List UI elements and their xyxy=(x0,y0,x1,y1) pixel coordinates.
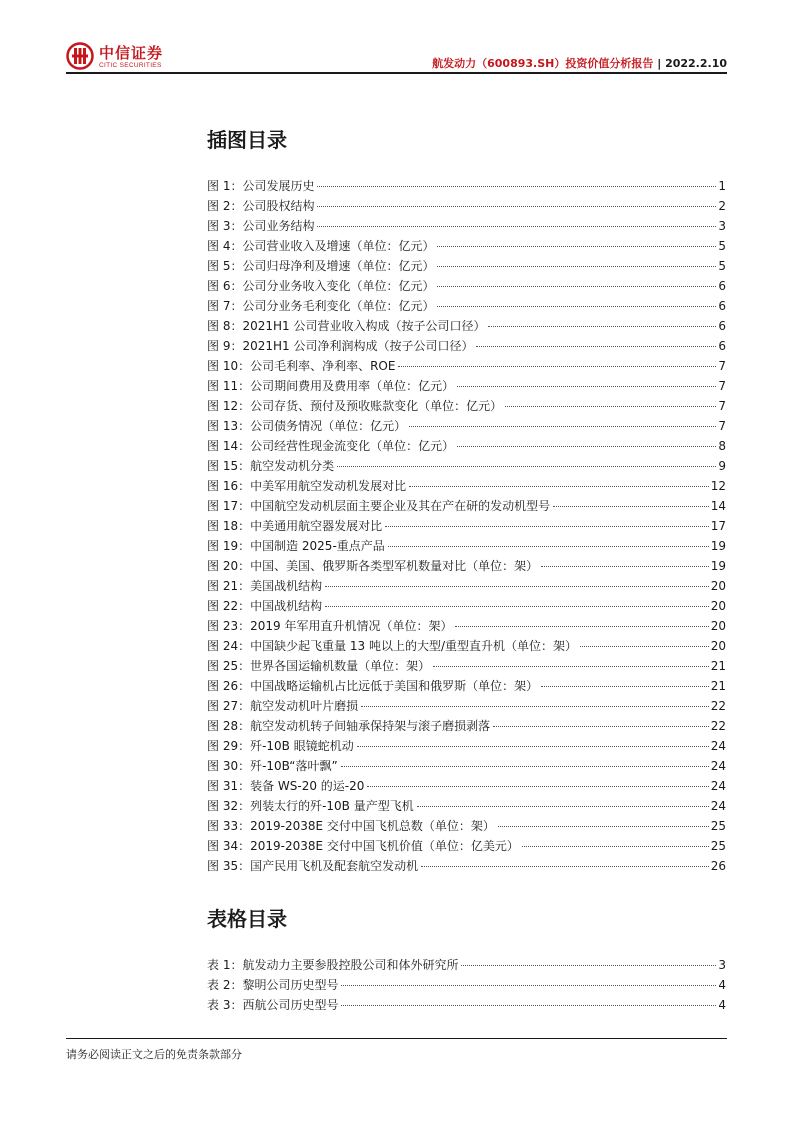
toc-entry[interactable] xyxy=(207,856,726,876)
toc-entry-page: 1 xyxy=(718,179,726,193)
toc-entry-label: 图 27：航空发动机叶片磨损 xyxy=(207,699,359,713)
toc-entry[interactable] xyxy=(207,816,726,836)
toc-entry-label: 图 12：公司存货、预付及预收账款变化（单位：亿元） xyxy=(207,399,503,413)
toc-entry-page: 6 xyxy=(718,279,726,293)
toc-entry[interactable] xyxy=(207,416,726,436)
toc-entry-page: 22 xyxy=(710,699,726,713)
toc-entry[interactable] xyxy=(207,256,726,276)
toc-entry[interactable] xyxy=(207,636,726,656)
toc-dot-leader xyxy=(580,646,709,647)
toc-entry[interactable] xyxy=(207,836,726,856)
toc-dot-leader xyxy=(433,666,709,667)
toc-entry[interactable] xyxy=(207,356,726,376)
report-title: 航发动力（600893.SH）投资价值分析报告 xyxy=(432,57,654,70)
toc-entry-label: 图 9：2021H1 公司净利润构成（按子公司口径） xyxy=(207,339,474,353)
toc-dot-leader xyxy=(461,965,716,966)
toc-entry-page: 21 xyxy=(710,659,726,673)
toc-dot-leader xyxy=(341,985,716,986)
toc-entry[interactable] xyxy=(207,536,726,556)
toc-entry-page: 25 xyxy=(710,819,726,833)
toc-dot-leader xyxy=(522,846,709,847)
toc-entry[interactable] xyxy=(207,236,726,256)
toc-dot-leader xyxy=(437,266,716,267)
toc-entry[interactable] xyxy=(207,476,726,496)
toc-entry-label: 图 35：国产民用飞机及配套航空发动机 xyxy=(207,859,419,873)
toc-entry[interactable] xyxy=(207,296,726,316)
toc-entry[interactable] xyxy=(207,516,726,536)
toc-dot-leader xyxy=(385,526,709,527)
logo-chinese-name: 中信证券 xyxy=(99,44,164,62)
toc-dot-leader xyxy=(341,1005,716,1006)
toc-dot-leader xyxy=(367,786,708,787)
toc-entry-label: 图 30：歼-10B“落叶飘” xyxy=(207,759,338,773)
toc-entry-page: 9 xyxy=(718,459,726,473)
toc-entry-label: 图 26：中国战略运输机占比远低于美国和俄罗斯（单位：架） xyxy=(207,679,539,693)
toc-entry[interactable] xyxy=(207,716,726,736)
toc-entry-page: 19 xyxy=(710,539,726,553)
toc-entry[interactable] xyxy=(207,556,726,576)
toc-entry-label: 图 11：公司期间费用及费用率（单位：亿元） xyxy=(207,379,455,393)
toc-entry[interactable] xyxy=(207,616,726,636)
toc-entry[interactable] xyxy=(207,456,726,476)
toc-entry[interactable] xyxy=(207,796,726,816)
toc-dot-leader xyxy=(488,326,716,327)
toc-entry-page: 4 xyxy=(718,998,726,1012)
toc-entry-label: 图 15：航空发动机分类 xyxy=(207,459,335,473)
toc-entry-page: 6 xyxy=(718,339,726,353)
toc-entry-page: 21 xyxy=(710,679,726,693)
toc-entry-page: 26 xyxy=(710,859,726,873)
toc-entry-label: 图 19：中国制造 2025-重点产品 xyxy=(207,539,385,553)
toc-entry-page: 7 xyxy=(718,359,726,373)
toc-dot-leader xyxy=(357,746,709,747)
toc-entry[interactable] xyxy=(207,276,726,296)
toc-dot-leader xyxy=(317,226,716,227)
toc-entry-label: 图 3：公司业务结构 xyxy=(207,219,315,233)
toc-entry-page: 14 xyxy=(710,499,726,513)
toc-entry-label: 图 5：公司归母净利及增速（单位：亿元） xyxy=(207,259,435,273)
toc-entry-page: 20 xyxy=(710,599,726,613)
toc-entry-label: 图 16：中美军用航空发动机发展对比 xyxy=(207,479,407,493)
toc-entry-page: 3 xyxy=(718,958,726,972)
toc-dot-leader xyxy=(317,186,716,187)
toc-entry-page: 12 xyxy=(710,479,726,493)
toc-entry[interactable] xyxy=(207,396,726,416)
toc-entry-page: 20 xyxy=(710,579,726,593)
toc-dot-leader xyxy=(553,506,709,507)
toc-entry-label: 表 3：西航公司历史型号 xyxy=(207,998,339,1012)
header-divider xyxy=(66,72,727,74)
toc-dot-leader xyxy=(505,406,716,407)
toc-entry-label: 图 17：中国航空发动机层面主要企业及其在产在研的发动机型号 xyxy=(207,499,551,513)
toc-entry-label: 图 34：2019-2038E 交付中国飞机价值（单位：亿美元） xyxy=(207,839,519,853)
toc-entry[interactable] xyxy=(207,576,726,596)
toc-entry-page: 20 xyxy=(710,639,726,653)
tables-toc-list xyxy=(207,955,726,1015)
toc-entry[interactable] xyxy=(207,376,726,396)
toc-entry-label: 图 25：世界各国运输机数量（单位：架） xyxy=(207,659,431,673)
toc-entry[interactable] xyxy=(207,336,726,356)
toc-entry[interactable] xyxy=(207,955,726,975)
toc-entry-page: 17 xyxy=(710,519,726,533)
toc-entry-label: 图 13：公司债务情况（单位：亿元） xyxy=(207,419,407,433)
toc-entry-label: 图 31：装备 WS-20 的运-20 xyxy=(207,779,365,793)
toc-dot-leader xyxy=(409,486,709,487)
toc-entry-page: 24 xyxy=(710,739,726,753)
toc-entry-label: 图 10：公司毛利率、净利率、ROE xyxy=(207,359,396,373)
toc-entry[interactable] xyxy=(207,656,726,676)
toc-dot-leader xyxy=(341,766,709,767)
toc-entry-page: 4 xyxy=(718,978,726,992)
toc-entry[interactable] xyxy=(207,436,726,456)
toc-dot-leader xyxy=(541,566,709,567)
citic-logo xyxy=(66,40,176,76)
toc-dot-leader xyxy=(457,386,716,387)
toc-entry[interactable] xyxy=(207,496,726,516)
toc-dot-leader xyxy=(388,546,709,547)
tables-toc-title: 表格目录 xyxy=(207,907,287,931)
toc-entry-page: 2 xyxy=(718,199,726,213)
toc-dot-leader xyxy=(498,826,709,827)
toc-entry-label: 图 14：公司经营性现金流变化（单位：亿元） xyxy=(207,439,455,453)
toc-dot-leader xyxy=(541,686,709,687)
toc-entry-label: 图 6：公司分业务收入变化（单位：亿元） xyxy=(207,279,435,293)
toc-entry-page: 8 xyxy=(718,439,726,453)
toc-dot-leader xyxy=(421,866,709,867)
figures-toc-list xyxy=(207,176,726,876)
header-report-info xyxy=(432,55,727,71)
toc-entry-label: 图 20：中国、美国、俄罗斯各类型军机数量对比（单位：架） xyxy=(207,559,539,573)
toc-entry-page: 6 xyxy=(718,319,726,333)
toc-dot-leader xyxy=(361,706,709,707)
toc-entry-page: 7 xyxy=(718,399,726,413)
toc-entry-label: 图 29：歼-10B 眼镜蛇机动 xyxy=(207,739,354,753)
toc-entry-label: 表 2：黎明公司历史型号 xyxy=(207,978,339,992)
toc-entry-label: 图 7：公司分业务毛利变化（单位：亿元） xyxy=(207,299,435,313)
toc-entry-label: 图 8：2021H1 公司营业收入构成（按子公司口径） xyxy=(207,319,486,333)
toc-entry[interactable] xyxy=(207,756,726,776)
toc-entry-page: 25 xyxy=(710,839,726,853)
toc-entry[interactable] xyxy=(207,995,726,1015)
toc-dot-leader xyxy=(437,306,716,307)
toc-dot-leader xyxy=(417,806,709,807)
toc-entry-label: 图 23：2019 年军用直升机情况（单位：架） xyxy=(207,619,453,633)
toc-dot-leader xyxy=(317,206,716,207)
citic-logo-icon xyxy=(66,42,94,70)
toc-entry-label: 图 2：公司股权结构 xyxy=(207,199,315,213)
toc-entry[interactable] xyxy=(207,596,726,616)
logo-english-name: CITIC SECURITIES xyxy=(99,62,162,69)
toc-entry[interactable] xyxy=(207,176,726,196)
toc-entry[interactable] xyxy=(207,696,726,716)
toc-entry-page: 5 xyxy=(718,239,726,253)
toc-dot-leader xyxy=(455,626,708,627)
report-date: 2022.2.10 xyxy=(665,57,727,70)
toc-dot-leader xyxy=(457,446,716,447)
toc-entry-page: 24 xyxy=(710,759,726,773)
toc-entry-page: 24 xyxy=(710,779,726,793)
toc-entry-page: 20 xyxy=(710,619,726,633)
toc-entry-page: 22 xyxy=(710,719,726,733)
toc-entry-page: 7 xyxy=(718,419,726,433)
toc-dot-leader xyxy=(337,466,716,467)
toc-entry-label: 图 18：中美通用航空器发展对比 xyxy=(207,519,383,533)
toc-entry[interactable] xyxy=(207,676,726,696)
toc-entry-page: 3 xyxy=(718,219,726,233)
toc-dot-leader xyxy=(325,606,709,607)
toc-entry[interactable] xyxy=(207,776,726,796)
toc-entry-page: 7 xyxy=(718,379,726,393)
toc-entry-page: 24 xyxy=(710,799,726,813)
figures-toc-title: 插图目录 xyxy=(207,128,287,152)
toc-dot-leader xyxy=(493,726,709,727)
toc-entry-page: 6 xyxy=(718,299,726,313)
footer-disclaimer: 请务必阅读正文之后的免责条款部分 xyxy=(66,1048,242,1061)
toc-dot-leader xyxy=(437,286,716,287)
toc-dot-leader xyxy=(398,366,716,367)
toc-entry-page: 5 xyxy=(718,259,726,273)
toc-entry[interactable] xyxy=(207,975,726,995)
toc-entry-label: 图 1：公司发展历史 xyxy=(207,179,315,193)
toc-dot-leader xyxy=(476,346,716,347)
toc-entry-label: 图 24：中国缺少起飞重量 13 吨以上的大型/重型直升机（单位：架） xyxy=(207,639,578,653)
toc-entry-label: 图 4：公司营业收入及增速（单位：亿元） xyxy=(207,239,435,253)
toc-entry-label: 图 33：2019-2038E 交付中国飞机总数（单位：架） xyxy=(207,819,495,833)
toc-entry-label: 图 22：中国战机结构 xyxy=(207,599,323,613)
toc-dot-leader xyxy=(409,426,716,427)
toc-dot-leader xyxy=(325,586,709,587)
toc-dot-leader xyxy=(437,246,716,247)
toc-entry[interactable] xyxy=(207,736,726,756)
toc-entry[interactable] xyxy=(207,316,726,336)
toc-entry-label: 表 1：航发动力主要参股控股公司和体外研究所 xyxy=(207,958,459,972)
toc-entry-label: 图 28：航空发动机转子间轴承保持架与滚子磨损剥落 xyxy=(207,719,491,733)
toc-entry-label: 图 21：美国战机结构 xyxy=(207,579,323,593)
toc-entry-label: 图 32：列装太行的歼-10B 量产型飞机 xyxy=(207,799,414,813)
toc-entry-page: 19 xyxy=(710,559,726,573)
footer-divider xyxy=(66,1038,727,1039)
toc-entry[interactable] xyxy=(207,196,726,216)
header-separator: | xyxy=(657,57,662,70)
toc-entry[interactable] xyxy=(207,216,726,236)
